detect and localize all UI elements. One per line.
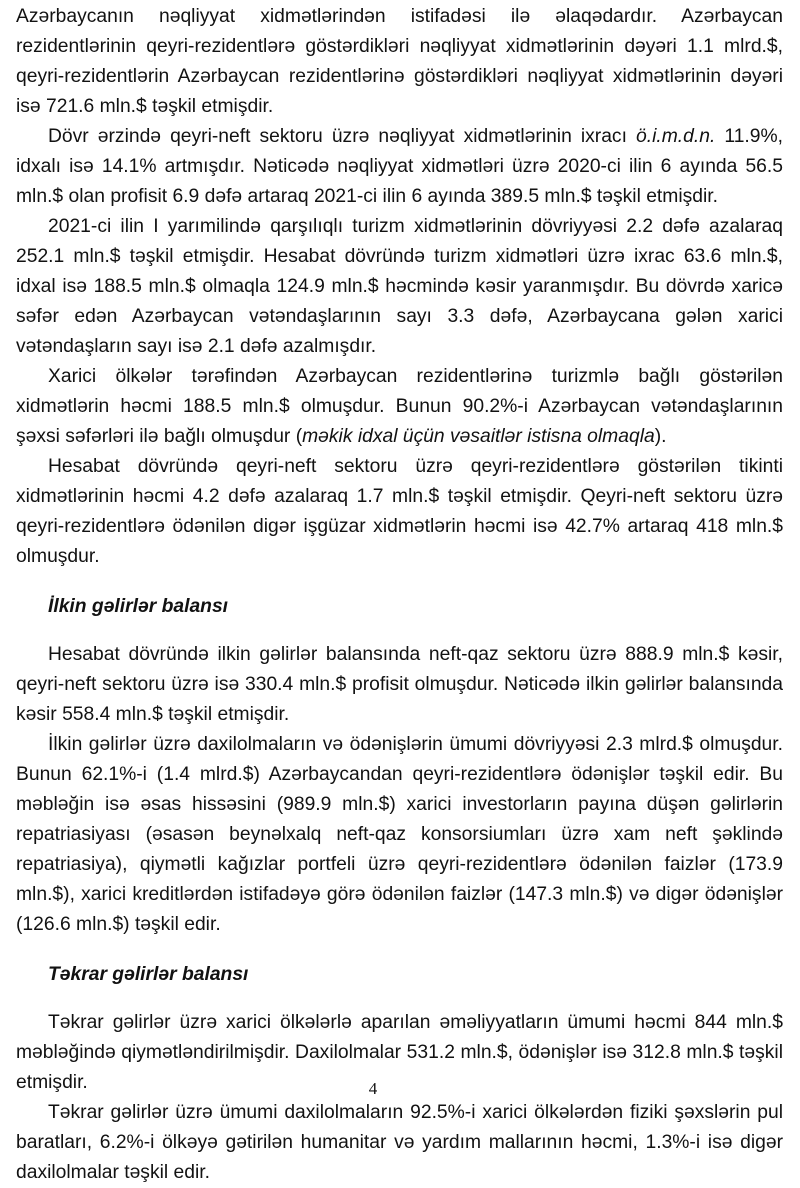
paragraph-text: Təkrar gəlirlər üzrə xarici ölkələrlə aparılan əməliyyatların ümumi həcmi 844 mln.$ məbləğində qiymətləndirilmişdir. Daxilolmalar 531.2 mln.$, ödənişlər isə 312.8 mln.$ təşkil etmişdir. xyxy=(16,1012,783,1093)
paragraph-primary-income-turnover xyxy=(16,730,783,940)
paragraph-primary-income-balance xyxy=(16,640,783,730)
paragraph-tourism-foreign-services xyxy=(16,362,783,452)
paragraph-text: Azərbaycanın nəqliyyat xidmətlərindən istifadəsi ilə əlaqədardır. Azərbaycan rezidentlərinin qeyri-rezidentlərə göstərdikləri nəqliyyat xidmətlərinin dəyəri 1.1 mlrd.$, qeyri-rezidentlərin Azərbaycan rezidentlərinə göstərdikləri nəqliyyat xidmətlərinin dəyəri isə 721.6 mln.$ təşkil etmişdir. xyxy=(16,6,783,117)
paragraph-text: 11.9%, idxalı isə 14.1% artmışdır. Nəticədə nəqliyyat xidmətləri üzrə 2020-ci ilin 6 ayında 56.5 mln.$ olan profisit 6.9 dəfə artaraq 2021-ci ilin 6 ayında 389.5 mln.$ təşkil etmişdir. xyxy=(16,126,783,207)
paragraph-tourism-turnover xyxy=(16,212,783,362)
paragraph-transport-services xyxy=(16,2,783,122)
paragraph-text: Hesabat dövründə ilkin gəlirlər balansında neft-qaz sektoru üzrə 888.9 mln.$ kəsir, qeyri-neft sektoru üzrə isə 330.4 mln.$ profisit olmuşdur. Nəticədə ilkin gəlirlər balansında kəsir 558.4 mln.$ təşkil etmişdir. xyxy=(16,644,783,725)
paragraph-text: ). xyxy=(654,426,667,447)
paragraph-text-italic-abbreviation: ö.i.m.d.n. xyxy=(636,126,716,147)
section-heading-ilkin-gelirler-balansi: İlkin gəlirlər balansı xyxy=(48,596,229,617)
paragraph-text: Dövr ərzində qeyri-neft sektoru üzrə nəqliyyat xidmətlərinin ixracı xyxy=(48,126,637,147)
paragraph-text-italic-note: məkik idxal üçün vəsaitlər istisna olmaqla xyxy=(302,426,655,447)
paragraph-text: Xarici ölkələr tərəfindən Azərbaycan rezidentlərinə turizmlə bağlı göstərilən xidmətlərin həcmi 188.5 mln.$ olmuşdur. Bunun 90.2%-i Azərbaycan vətəndaşlarının şəxsi səfərləri ilə bağlı olmuşdur ( xyxy=(16,366,783,447)
section-heading-tekrar-gelirler-balansi: Təkrar gəlirlər balansı xyxy=(48,964,249,985)
paragraph-text: Təkrar gəlirlər üzrə ümumi daxilolmaların 92.5%-i xarici ölkələrdən fiziki şəxslərin pul baratları, 6.2%-i ölkəyə gətirilən humanitar və yardım mallarının həcmi, 1.3%-i isə digər daxilolmalar təşkil edir. xyxy=(16,1102,783,1183)
page-number: 4 xyxy=(368,1079,378,1098)
paragraph-text: 2021-ci ilin I yarımilində qarşılıqlı turizm xidmətlərinin dövriyyəsi 2.2 dəfə azalaraq 252.1 mln.$ təşkil etmişdir. Hesabat dövründə turizm xidmətləri üzrə ixrac 63.6 mln.$, idxal isə 188.5 mln.$ olmaqla 124.9 mln.$ həcmində kəsir yaranmışdır. Bu dövrdə xaricə səfər edən Azərbaycan vətəndaşlarının sayı 3.3 dəfə, Azərbaycana gələn xarici vətəndaşların sayı isə 2.1 dəfə azalmışdır. xyxy=(16,216,783,357)
paragraph-text: İlkin gəlirlər üzrə daxilolmaların və ödənişlərin ümumi dövriyyəsi 2.3 mlrd.$ olmuşdur. Bunun 62.1%-i (1.4 mlrd.$) Azərbaycandan qeyri-rezidentlərə ödənişlər təşkil edir. Bu məbləğin isə əsas hissəsini (989.9 mln.$) xarici investorların payına düşən gəlirlərin repatriasiyası (əsasən beynəlxalq neft-qaz konsorsiumları üzrə xam neft şəklində repatriasiya), qiymətli kağızlar portfeli üzrə qeyri-rezidentlərə ödənilən faizlər (173.9 mln.$), xarici kreditlərdən istifadəyə görə ödənilən faizlər (147.3 mln.$) və digər ödənişlər (126.6 mln.$) təşkil edir. xyxy=(16,734,783,935)
paragraph-transport-export-import xyxy=(16,122,783,212)
paragraph-text: Hesabat dövründə qeyri-neft sektoru üzrə qeyri-rezidentlərə göstərilən tikinti xidmətlərinin həcmi 4.2 dəfə azalaraq 1.7 mln.$ təşkil etmişdir. Qeyri-neft sektoru üzrə qeyri-rezidentlərə ödənilən digər işgüzar xidmətlərin həcmi isə 42.7% artaraq 418 mln.$ olmuşdur. xyxy=(16,456,783,567)
paragraph-secondary-income-breakdown xyxy=(16,1098,783,1188)
paragraph-construction-services xyxy=(16,452,783,572)
